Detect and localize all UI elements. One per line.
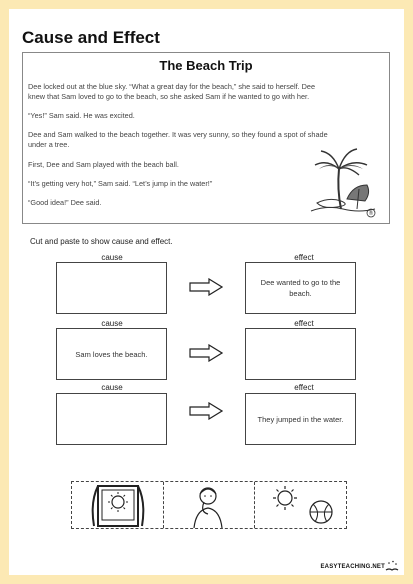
story-line: “Good idea!” Dee said. bbox=[28, 198, 102, 208]
footer-brand: EASYTEACHING.NET bbox=[320, 564, 385, 570]
arrow-right-icon bbox=[189, 402, 223, 420]
story-line: knew that Sam loved to go to the beach, so she asked Sam if he wanted to go with her. bbox=[28, 91, 310, 101]
cause-box[interactable]: Sam loves the beach. bbox=[56, 328, 167, 380]
cause-label: cause bbox=[101, 319, 123, 328]
cause-label: cause bbox=[101, 383, 123, 392]
effect-label: effect bbox=[294, 383, 314, 392]
arrow-right-icon bbox=[189, 344, 223, 362]
story-line: “It’s getting very hot,” Sam said. “Let’s jump in the water!” bbox=[28, 178, 213, 188]
window-sun-icon bbox=[72, 482, 163, 528]
story-line: Dee and Sam walked to the beach together. It was very sunny, so they found a spot of shade bbox=[28, 130, 328, 140]
story-line: First, Dee and Sam played with the beach ball. bbox=[28, 159, 179, 169]
effect-box[interactable]: They jumped in the water. bbox=[245, 393, 356, 445]
cutout-sun-and-ball[interactable] bbox=[254, 482, 348, 528]
story-line: Dee locked out at the blue sky. “What a great day for the beach,” she said to herself. Dee bbox=[28, 82, 316, 91]
story-line: “Yes!” Sam said. He was excited. bbox=[28, 111, 135, 121]
effect-box[interactable]: Dee wanted to go to the beach. bbox=[245, 262, 356, 314]
effect-label: effect bbox=[294, 319, 314, 328]
book-logo-icon bbox=[385, 560, 399, 572]
svg-text:®: ® bbox=[368, 211, 374, 217]
page-title: Cause and Effect bbox=[22, 28, 160, 47]
story-title: The Beach Trip bbox=[159, 58, 253, 73]
effect-box[interactable] bbox=[245, 328, 356, 380]
cutout-strip bbox=[71, 481, 347, 529]
beach-scene-icon bbox=[307, 139, 377, 219]
story-panel bbox=[22, 52, 390, 224]
cause-box[interactable] bbox=[56, 262, 167, 314]
cutout-thinking-boy[interactable] bbox=[163, 482, 254, 528]
thinking-boy-icon bbox=[164, 482, 255, 528]
cause-box[interactable] bbox=[56, 393, 167, 445]
cutout-window-sun[interactable] bbox=[72, 482, 163, 528]
effect-label: effect bbox=[294, 253, 314, 262]
sun-and-beach-ball-icon bbox=[255, 482, 349, 528]
instructions: Cut and paste to show cause and effect. bbox=[30, 237, 173, 246]
arrow-right-icon bbox=[189, 278, 223, 296]
story-line: under a tree. bbox=[28, 140, 70, 150]
cause-label: cause bbox=[101, 253, 123, 262]
